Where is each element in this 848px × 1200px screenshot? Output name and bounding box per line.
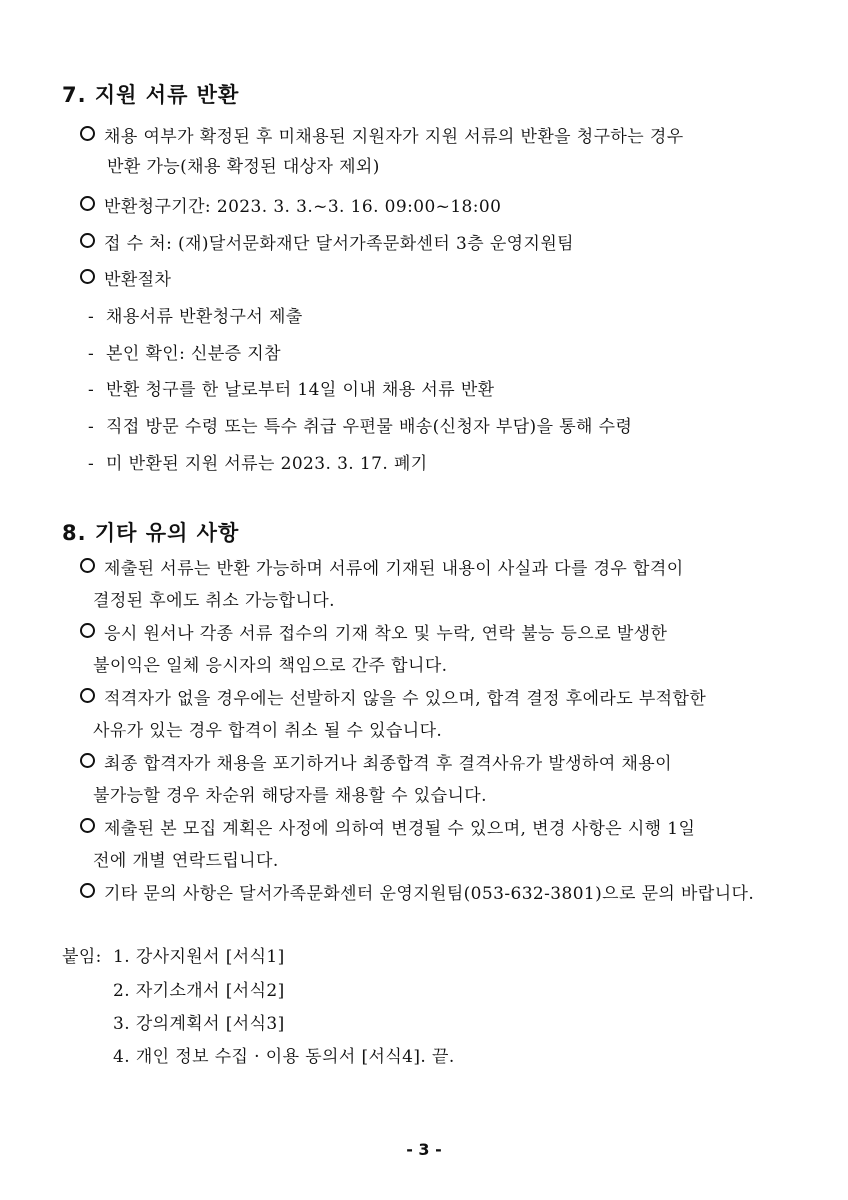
circle-bullet-icon — [80, 126, 95, 141]
procedure-title-item — [80, 269, 171, 291]
circle-bullet-icon — [80, 883, 95, 898]
note-item — [80, 558, 684, 580]
circle-bullet-icon — [80, 558, 95, 573]
note-text: 제출된 본 모집 계획은 사정에 의하여 변경될 수 있으며, 변경 사항은 시행 1일 — [104, 819, 696, 839]
procedure-text: 미 반환된 지원 서류는 2023. 3. 17. 폐기 — [106, 454, 428, 474]
dash-marker: - — [88, 344, 95, 364]
return-request-item — [80, 126, 684, 148]
procedure-list-item — [88, 416, 632, 438]
note-item — [80, 753, 672, 775]
note-continuation: 사유가 있는 경우 합격이 취소 될 수 있습니다. — [93, 721, 443, 741]
circle-bullet-icon — [80, 269, 95, 284]
return-request-continuation: 반환 가능(채용 확정된 대상자 제외) — [107, 157, 380, 177]
note-item — [80, 818, 695, 840]
note-continuation: 불이익은 일체 응시자의 책임으로 간주 합니다. — [93, 656, 448, 676]
note-text: 응시 원서나 각종 서류 접수의 기재 착오 및 누락, 연락 불능 등으로 발생한 — [104, 624, 668, 644]
return-office-text: 접 수 처: (재)달서문화재단 달서가족문화센터 3층 운영지원팀 — [104, 234, 574, 254]
note-item — [80, 688, 706, 710]
dash-marker: - — [88, 417, 95, 437]
note-continuation: 결정된 후에도 취소 가능합니다. — [93, 591, 335, 611]
return-request-text: 채용 여부가 확정된 후 미채용된 지원자가 지원 서류의 반환을 청구하는 경우 — [104, 127, 684, 147]
note-continuation: 불가능할 경우 차순위 해당자를 채용할 수 있습니다. — [93, 786, 487, 806]
attachment-item: 1. 강사지원서 [서식1] — [113, 947, 285, 967]
procedure-text: 본인 확인: 신분증 지참 — [106, 344, 281, 364]
procedure-list-item — [88, 379, 494, 401]
attachment-item: 3. 강의계획서 [서식3] — [113, 1014, 285, 1034]
return-office-item — [80, 233, 574, 255]
note-text: 기타 문의 사항은 달서가족문화센터 운영지원팀(053-632-3801)으로 문의 바랍니다. — [104, 884, 755, 904]
procedure-list-item — [88, 306, 303, 328]
circle-bullet-icon — [80, 623, 95, 638]
dash-marker: - — [88, 454, 95, 474]
attachments-label: 붙임: — [62, 947, 102, 967]
note-text: 적격자가 없을 경우에는 선발하지 않을 수 있으며, 합격 결정 후에라도 부적합한 — [104, 689, 707, 709]
circle-bullet-icon — [80, 688, 95, 703]
section-8-heading: 8. 기타 유의 사항 — [62, 521, 240, 545]
note-item — [80, 883, 754, 905]
return-period-item — [80, 196, 501, 218]
attachment-item: 4. 개인 정보 수집 · 이용 동의서 [서식4]. 끝. — [113, 1047, 455, 1067]
procedure-list-item — [88, 343, 281, 365]
procedure-text: 채용서류 반환청구서 제출 — [106, 307, 303, 327]
circle-bullet-icon — [80, 196, 95, 211]
return-period-text: 반환청구기간: 2023. 3. 3.~3. 16. 09:00~18:00 — [104, 197, 502, 217]
dash-marker: - — [88, 380, 95, 400]
note-text: 최종 합격자가 채용을 포기하거나 최종합격 후 결격사유가 발생하여 채용이 — [104, 754, 672, 774]
note-continuation: 전에 개별 연락드립니다. — [93, 851, 279, 871]
circle-bullet-icon — [80, 818, 95, 833]
procedure-text: 직접 방문 수령 또는 특수 취급 우편물 배송(신청자 부담)을 통해 수령 — [106, 417, 633, 437]
note-text: 제출된 서류는 반환 가능하며 서류에 기재된 내용이 사실과 다를 경우 합격이 — [104, 559, 684, 579]
attachment-item: 2. 자기소개서 [서식2] — [113, 981, 285, 1001]
procedure-text: 반환 청구를 한 날로부터 14일 이내 채용 서류 반환 — [106, 380, 495, 400]
section-7-heading: 7. 지원 서류 반환 — [62, 83, 240, 107]
dash-marker: - — [88, 307, 95, 327]
circle-bullet-icon — [80, 233, 95, 248]
procedure-list-item — [88, 453, 428, 475]
page-number: - 3 - — [406, 1140, 442, 1159]
procedure-title-text: 반환절차 — [104, 270, 172, 290]
circle-bullet-icon — [80, 753, 95, 768]
note-item — [80, 623, 667, 645]
